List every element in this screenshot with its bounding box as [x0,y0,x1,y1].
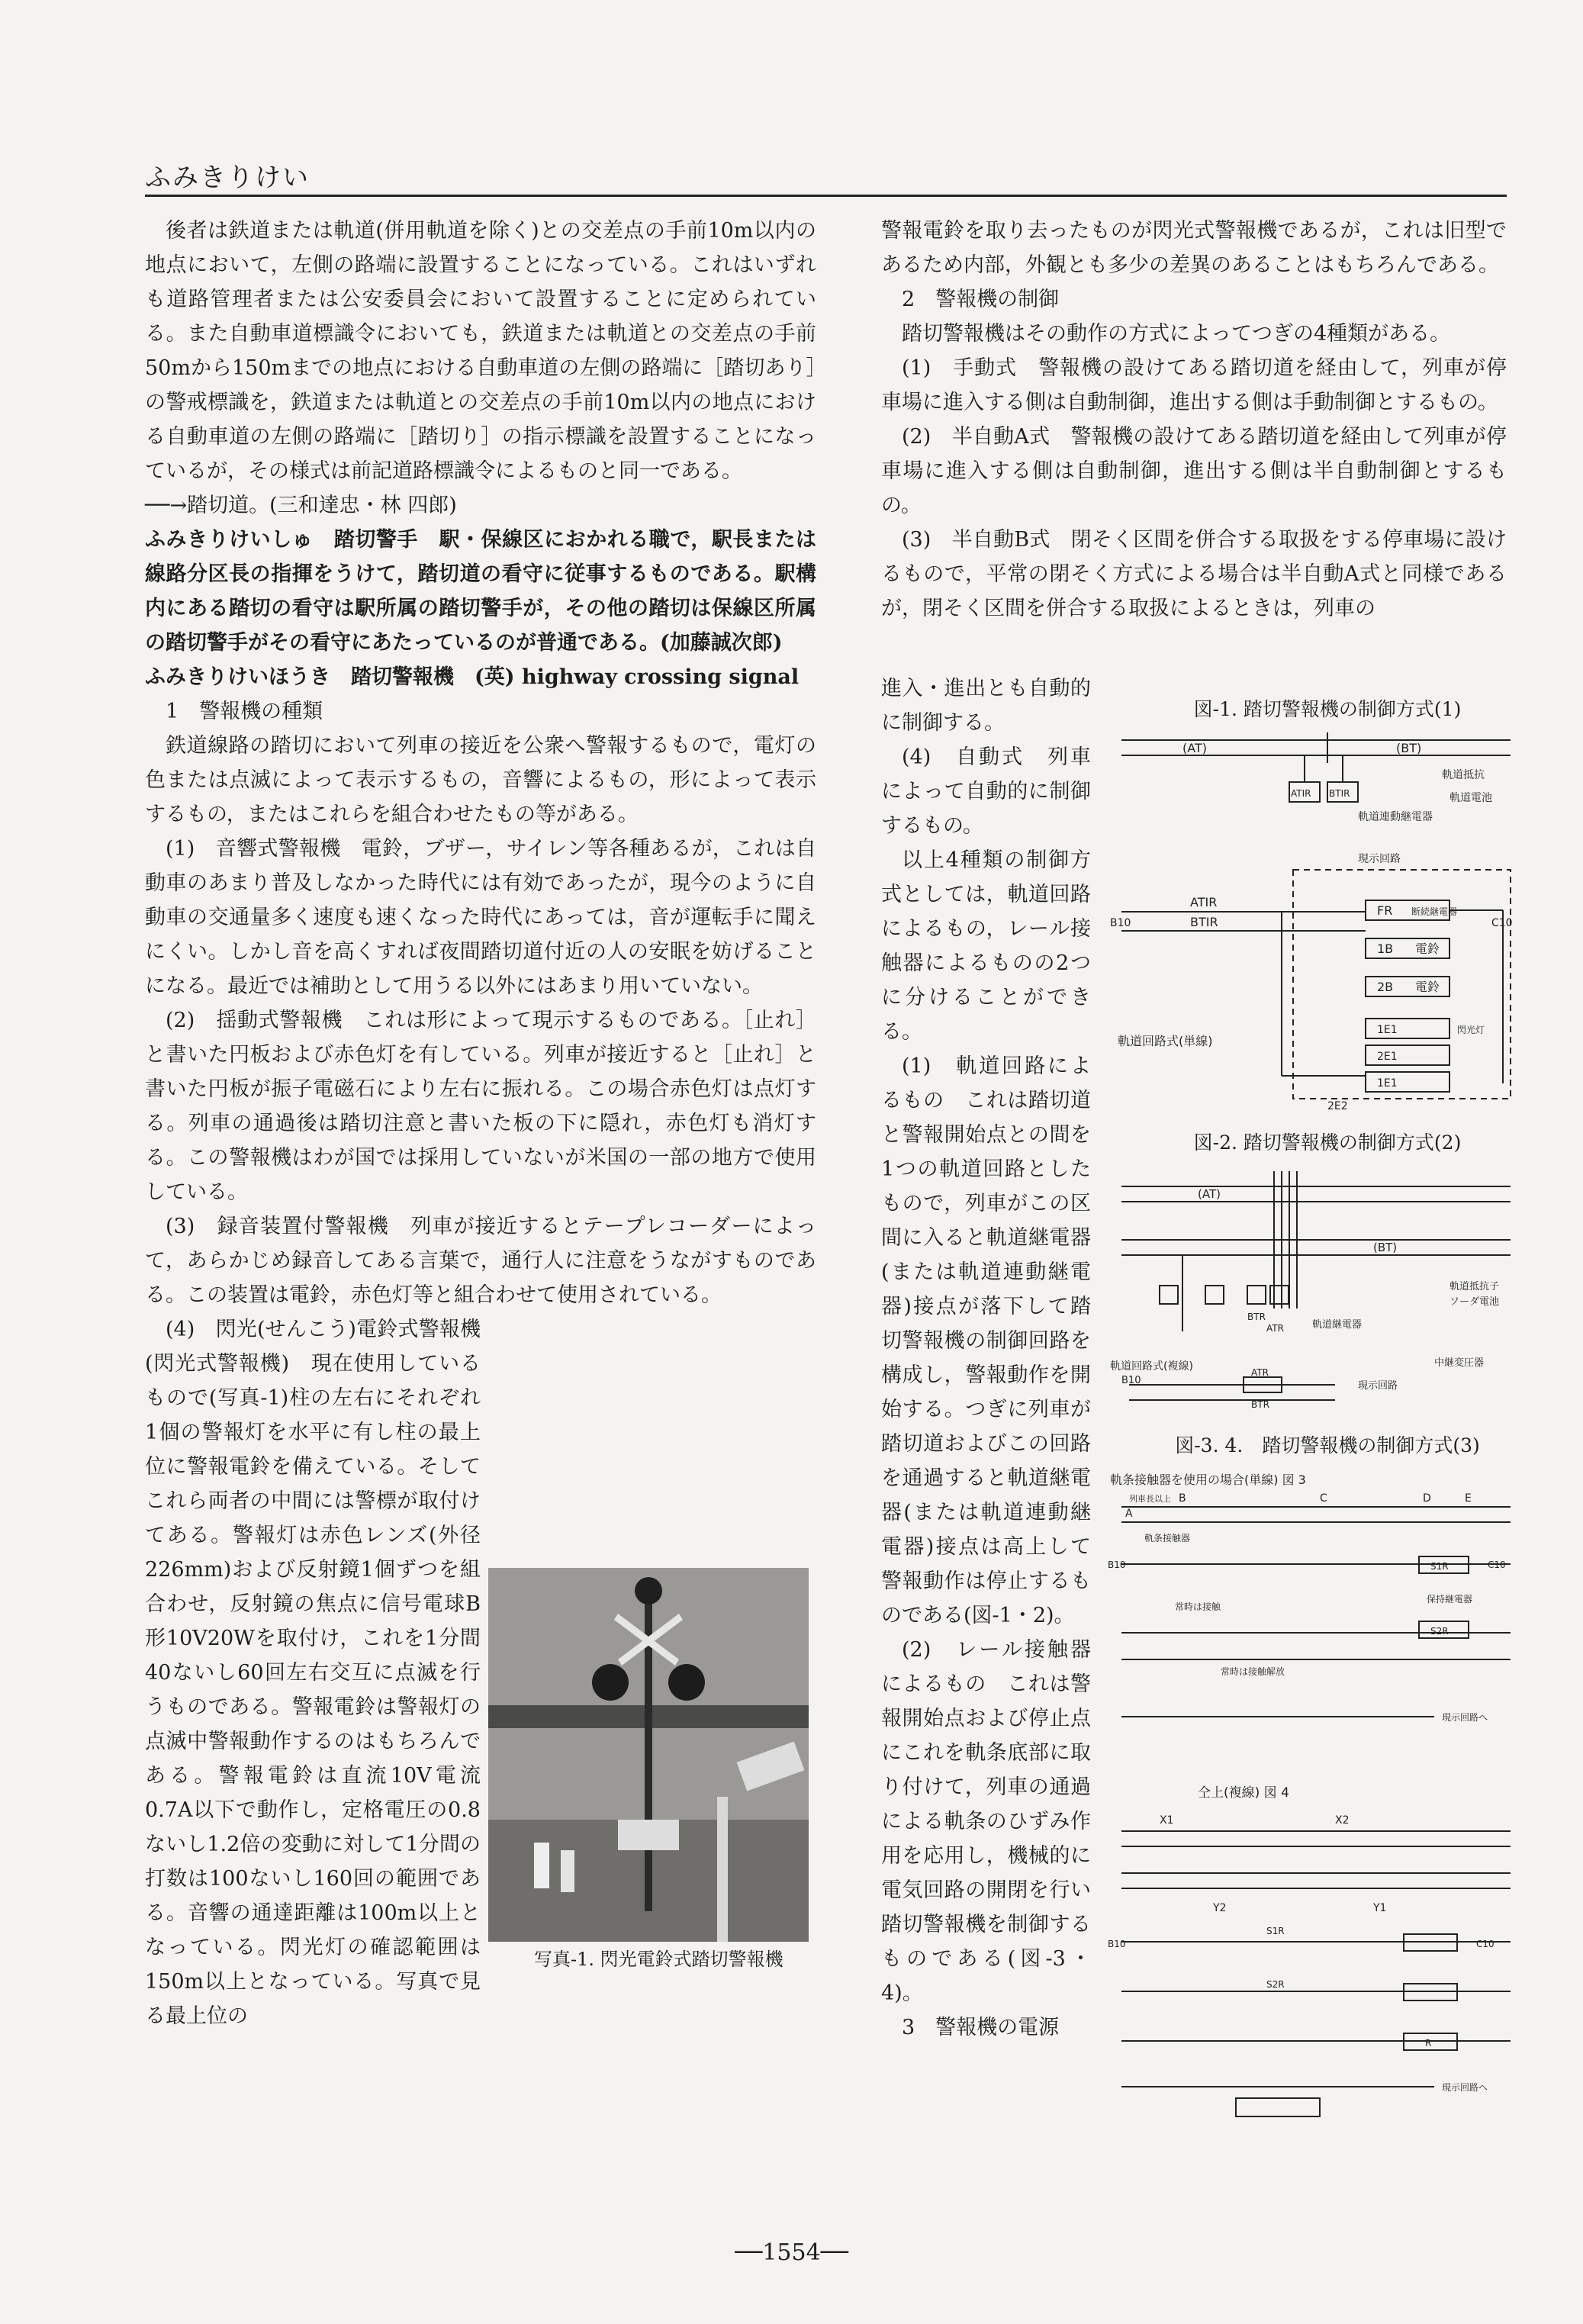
figure-4-diagram [1106,1778,1518,2144]
figure-2-diagram [1106,1156,1518,1423]
figure-3-4-caption: 図-3. 4. 踏切警報機の制御方式(3) [1175,1434,1480,1457]
paragraph: 踏切警報機はその動作の方式によってつぎの4種類がある。 [902,322,1451,346]
fig4-label: Y2 [1213,1902,1227,1914]
fig3-label: 現示回路へ [1442,1712,1488,1723]
paragraph: (1) 手動式 警報機の設けてある踏切道を経由して，列車が停車場に進入する側は自動制御，進出する側は手動制御とするもの。 [881,356,1507,414]
fig2-label: 現示回路 [1358,1380,1398,1392]
paragraph: (2) 半自動A式 警報機の設けてある踏切道を経由して列車が停車場に進入する側は自動制御，進出する側は半自動制御とするもの。 [881,425,1507,517]
fig1-label: 軌道電池 [1449,792,1492,804]
fig4-label: X1 [1160,1814,1174,1827]
fig4-label: B10 [1108,1939,1126,1949]
figure-1-diagram [1106,725,1518,1122]
fig1-label: (AT) [1182,741,1207,755]
fig1-label: B10 [1110,917,1131,929]
paragraph: 鉄道線路の踏切において列車の接近を公衆へ警報するもので，電灯の色または点滅によって表示するもの，音響によるもの，形によって表示するもの，またはこれらを組合わせたもの等がある。 [145,734,816,826]
fig2-label: 軌道回路式(複線) [1110,1360,1193,1373]
cross-reference: ──→踏切道。(三和達忠・林 四郎) [145,494,457,517]
fig1-label: 1B [1377,942,1394,956]
fig1-label: BTIR [1190,915,1218,929]
fig1-label: 軌道連動継電器 [1358,811,1433,823]
fig1-label: 2B [1377,980,1394,994]
fig3-label: B [1179,1492,1186,1505]
dictionary-entry: ふみきりけいほうき 踏切警報機 (英) highway crossing signal [145,665,800,689]
fig2-label: 中継変圧器 [1434,1357,1485,1369]
fig3-label: 常時は接触 [1175,1601,1221,1612]
fig2-label: 軌道継電器 [1312,1319,1363,1331]
paragraph: (4) 自動式 列車によって自動的に制御するもの。 [881,745,1091,838]
paragraph: (2) レール接触器によるもの これは警報開始点および停止点にこれを軌条底部に取り付けて，列車の通過による軌条のひずみ作用を応用し，機械的に電気回路の開閉を行い踏切警報機を制御するものである(図-3・4)。 [881,1638,1091,2005]
figure-1-caption: 図-1. 踏切警報機の制御方式(1) [1193,698,1462,720]
fig1-label: 2E1 [1377,1051,1398,1063]
paragraph: (1) 軌道回路によるもの これは踏切道と警報開始点との間を1つの軌道回路としたもので，列車がこの区間に入ると軌道継電器(または軌道連動継電器)接点が落下して踏切警報機の制御回路を構成し，警報動作を開始する。つぎに列車が踏切道およびこの回路を通過すると軌道継電器(または軌道連動継電器)接点は高上して警報動作は停止するものである(図-1・2)。 [881,1054,1091,1627]
fig2-label: B10 [1121,1375,1141,1386]
running-header: ふみきりけい [145,163,310,193]
fig2-label: (BT) [1373,1241,1398,1254]
fig1-label: 軌道抵抗 [1442,769,1485,781]
fig2-label: ATR [1251,1367,1269,1378]
fig3-label: S1R [1430,1561,1449,1572]
fig1-label: 1E1 [1377,1024,1398,1036]
fig3-label: 保持継電器 [1427,1594,1473,1605]
fig1-label: BTIR [1329,788,1350,799]
photo-caption: 写真-1. 閃光電鈴式踏切警報機 [534,1949,783,1970]
paragraph: (3) 半自動B式 閉そく区間を併合する取扱をする停車場に設けるもので，平常の閉そく方式による場合は半自動A式と同様であるが，閉そく区間を併合する取扱によるときは，列車の [881,528,1507,620]
fig1-label: 軌道回路式(単線) [1118,1034,1213,1048]
fig3-label: S2R [1430,1626,1449,1637]
fig1-label: 1E1 [1377,1077,1398,1090]
fig2-label: ソーダ電池 [1449,1296,1500,1308]
fig3-label: A [1125,1508,1133,1520]
fig4-title: 仝上(複線) 図 4 [1198,1785,1289,1801]
page-number: ──1554── [735,2239,848,2266]
paragraph: (2) 揺動式警報機 これは形によって現示するものである。［止れ］と書いた円板および赤色灯を有している。列車が接近すると［止れ］と書いた円板が振子電磁石により左右に振れる。この場合赤色灯は点灯する。列車の通過後は踏切注意と書いた板の下に隠れ，赤色灯も消灯する。この警報機はわが国では採用していないが米国の一部の地方で使用している。 [145,1009,816,1204]
fig3-label: 軌条接触器 [1144,1533,1191,1543]
paragraph: 進入・進出とも自動的に制御する。 [881,677,1091,735]
fig4-label: 現示回路へ [1442,2082,1488,2093]
fig4-label: S1R [1266,1926,1285,1936]
dictionary-entry: ふみきりけいしゅ 踏切警手 駅・保線区におかれる職で，駅長または線路分区長の指揮をうけて，踏切道の看守に従事するものである。駅構内にある踏切の看守は駅所属の踏切警手が，その他の踏切は保線区所属の踏切警手がその看守にあたっているのが普通である。(加藤誠次郎) [145,528,816,655]
fig3-label: B10 [1108,1560,1126,1570]
right-column-top [881,214,1507,626]
fig4-label: X2 [1335,1814,1350,1827]
fig1-label: 2E2 [1327,1100,1348,1112]
paragraph: (1) 音響式警報機 電鈴，ブザー，サイレン等各種あるが，これは自動車のあまり普及しなかった時代には有効であったが，現今のように自動車の交通量多く速度も速くなった時代にあっては，音が運転手に聞えにくい。しかし音を高くすれば夜間踏切道付近の人の安眠を妨げることになる。最近では補助として用うる以外にはあまり用いていない。 [145,837,816,998]
fig2-label: ATR [1266,1323,1284,1334]
header-rule [145,195,1507,197]
fig3-label: 列車長以上 [1129,1494,1171,1504]
figure-2-caption: 図-2. 踏切警報機の制御方式(2) [1193,1131,1462,1154]
fig2-label: BTR [1251,1399,1269,1410]
fig3-label: C [1320,1492,1327,1505]
fig4-label: R [1425,2038,1432,2049]
fig1-label: 電鈴 [1415,980,1440,994]
fig3-label: 常時は接触解放 [1221,1666,1285,1677]
fig1-label: (BT) [1396,741,1422,755]
fig4-label: Y1 [1373,1902,1387,1914]
fig3-label: D [1423,1492,1431,1505]
crossing-signal-photo [488,1568,809,1942]
paragraph: (4) 閃光(せんこう)電鈴式警報機(閃光式警報機) 現在使用しているもので(写真-1)柱の左右にそれぞれ1個の警報灯を水平に有し柱の最上位に警報電鈴を備えている。そしてこれら両者の中間には警標が取付けてある。警報灯は赤色レンズ(外径226mm)および反射鏡1個ずつを組合わせ，反射鏡の焦点に信号電球B形10V20Wを取付け，これを1分間40ないし60回左右交互に点滅を行うものである。警報電鈴は警報灯の点滅中警報動作するのはもちろんである。警報電鈴は直流10V電流0.7A以下で動作し，定格電圧の0.8ないし1.2倍の変動に対して1分間の打数は100ないし160回の範囲である。音響の通達距離は100m以上となっている。閃光灯の確認範囲は150m以上となっている。写真で見る最上位の [145,1318,481,2028]
fig1-label: 現示回路 [1358,853,1401,865]
fig1-label: C10 [1491,917,1513,929]
paragraph: 以上4種類の制御方式としては，軌道回路によるもの，レール接触器によるものの2つに分けることができる。 [881,848,1091,1044]
figure-3-diagram [1106,1465,1518,1770]
paragraph: 警報電鈴を取り去ったものが閃光式警報機であるが，これは旧型であるため内部，外観とも多少の差異のあることはもちろんである。 [881,219,1507,277]
fig3-label: E [1465,1492,1472,1505]
fig1-label: ATIR [1190,895,1218,909]
fig2-label: BTR [1247,1312,1266,1322]
fig1-label: 断続継電器 [1411,906,1458,917]
fig3-label: C10 [1488,1560,1506,1570]
section-heading: 3 警報機の電源 [902,2016,1060,2039]
paragraph: (3) 録音装置付警報機 列車が接近するとテープレコーダーによって，あらかじめ録音してある言葉で，通行人に注意をうながすものである。この装置は電鈴，赤色灯等と組合わせて使用されている。 [145,1215,816,1307]
fig4-label: C10 [1476,1939,1495,1949]
fig1-label: ATIR [1291,788,1311,799]
fig1-label: 電鈴 [1415,942,1440,956]
section-heading: 2 警報機の制御 [902,288,1060,311]
right-column-narrow [881,671,1091,2045]
fig2-label: (AT) [1198,1187,1221,1201]
fig1-label: FR [1377,903,1393,918]
paragraph: 後者は鉄道または軌道(併用軌道を除く)との交差点の手前10m以内の地点において，左側の路端に設置することになっている。これはいずれも道路管理者または公安委員会において設置することに定められている。また自動車道標識令においても，鉄道または軌道との交差点の手前50mから150mまでの地点における自動車道の左側の路端に［踏切あり］の警戒標識を，鉄道または軌道との交差点の手前10m以内の地点における自動車道の左側の路端に［踏切り］の指示標識を設置することになっているが，その様式は前記道路標識令によるものと同一である。 [145,219,816,483]
fig1-label: 閃光灯 [1457,1025,1485,1035]
fig2-label: 軌道抵抗子 [1449,1281,1500,1292]
fig3-title: 軌条接触器を使用の場合(単線) 図 3 [1110,1473,1306,1487]
fig4-label: S2R [1266,1979,1285,1990]
section-heading: 1 警報機の種類 [166,700,323,723]
